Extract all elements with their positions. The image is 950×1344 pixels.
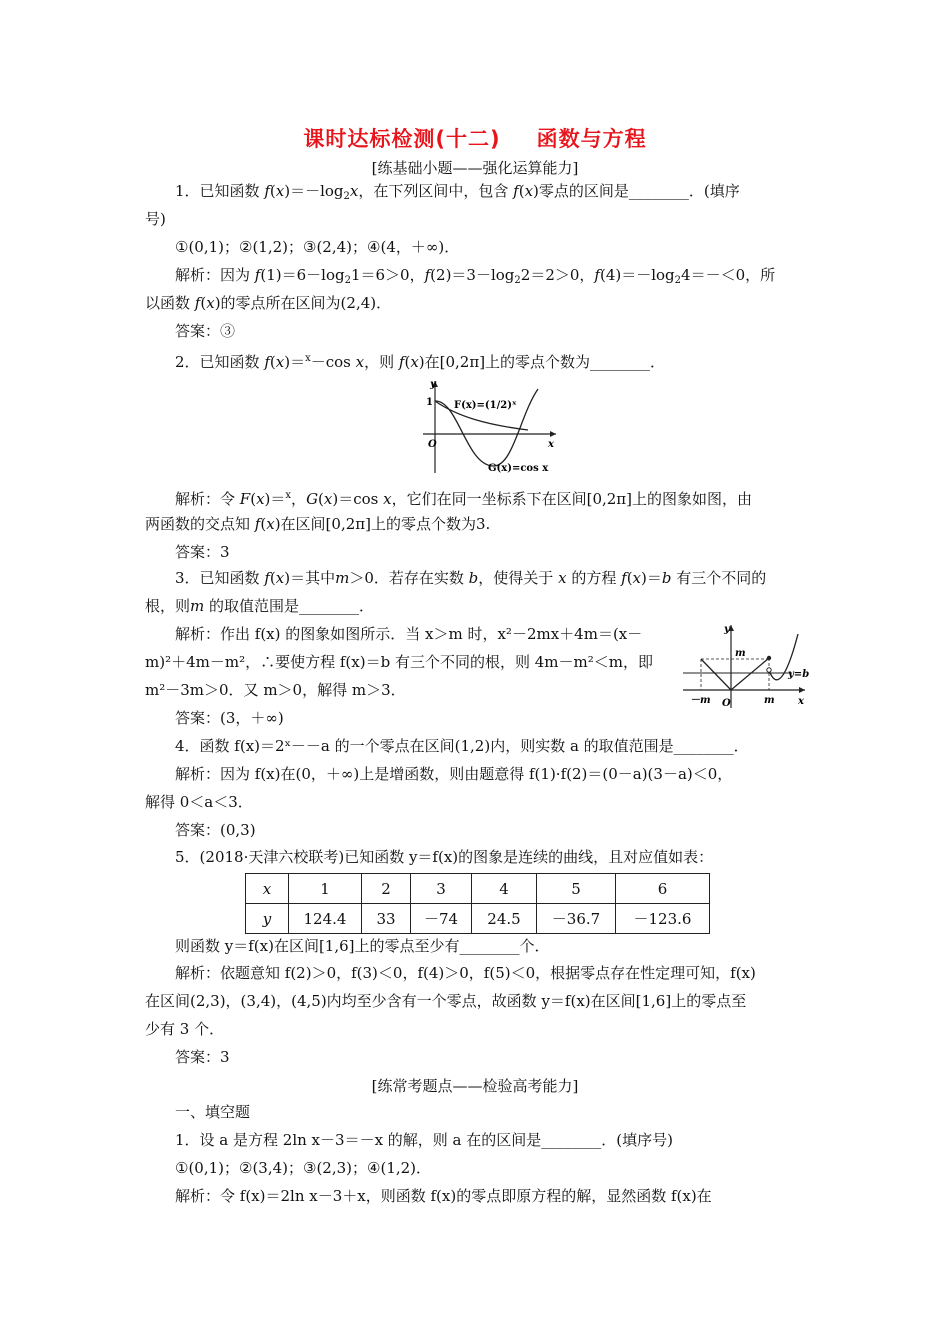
p5-question: 5．(2018·天津六校联考)已知函数 y＝f(x)的图象是连续的曲线，且对应值如表： [175, 848, 714, 866]
p5-solution-line2: 在区间(2,3)，(3,4)，(4,5)内均至少含有一个零点，故函数 y＝f(x)在区间[1,6]上的零点至 [145, 992, 747, 1010]
p4-solution: 解析：因为 f(x)在(0，＋∞)上是增函数，则由题意得 f(1)·f(2)＝(0－a)(3－a)＜0， [175, 765, 733, 783]
p3-solution-line3: m²－3m＞0．又 m＞0，解得 m＞3． [145, 681, 406, 699]
c1-options: ①(0,1)；②(3,4)；③(2,3)；④(1,2)． [175, 1159, 432, 1177]
p4-solution-cont: 解得 0＜a＜3． [145, 793, 253, 811]
p3-question-cont: 根，则m 的取值范围是________． [145, 597, 375, 615]
p3-question: 3．已知函数 f(x)＝其中m＞0．若存在实数 b，使得关于 x 的方程 f(x)＝b 有三个不同的 [175, 569, 767, 587]
p5-answer: 答案：3 [175, 1048, 230, 1066]
table-cell: 124.4 [289, 904, 362, 934]
table-cell: －123.6 [616, 904, 710, 934]
p5-question-cont: 则函数 y＝f(x)在区间[1,6]上的零点至少有________个． [175, 937, 550, 955]
table-row [246, 904, 710, 934]
table-cell: 33 [362, 904, 411, 934]
table-cell: 1 [289, 874, 362, 904]
p2-question: 2．已知函数 f(x)＝$^x$－cos x，则 f(x)在[0,2π]上的零点个数为________． [175, 353, 666, 371]
p3-graph-yb-label: y=b [788, 669, 810, 680]
p4-answer: 答案：(0,3) [175, 821, 256, 839]
p3-graph [680, 620, 810, 710]
c1-question: 1．设 a 是方程 2ln x－3＝－x 的解，则 a 在的区间是________．(填序号) [175, 1131, 673, 1149]
p3-graph-m-label-y: m [735, 648, 746, 659]
p3-graph-origin-label: O [722, 698, 731, 709]
p3-solution-line1: 解析：作出 f(x) 的图象如图所示．当 x＞m 时，x²－2mx＋4m＝(x－ [175, 625, 643, 643]
p2-solution-cont: 两函数的交点知 f(x)在区间[0,2π]上的零点个数为3. [145, 515, 491, 533]
table-row [246, 874, 710, 904]
table-cell: 3 [411, 874, 472, 904]
title-main: 课时达标检测(十二) [303, 127, 501, 151]
p3-solution-line2: m)²＋4m－m²，∴要使方程 f(x)＝b 有三个不同的根，则 4m－m²＜m，即 [145, 653, 653, 671]
p1-options: ①(0,1)；②(1,2)；③(2,4)；④(4，＋∞)． [175, 238, 460, 256]
table-header-x: x [246, 874, 289, 904]
p2-answer: 答案：3 [175, 543, 230, 561]
p3-graph-x-label: x [798, 696, 804, 707]
c1-solution: 解析：令 f(x)＝2ln x－3＋x，则函数 f(x)的零点即原方程的解，显然函数 f(x)在 [175, 1187, 712, 1205]
section-basic-heading: [练基础小题——强化运算能力] [371, 159, 579, 177]
table-cell: 5 [537, 874, 616, 904]
value-table [245, 873, 710, 934]
p1-question-cont: 号) [145, 210, 166, 228]
p5-solution-line3: 少有 3 个． [145, 1020, 225, 1038]
p3-answer: 答案：(3，＋∞) [175, 709, 284, 727]
page-title [0, 123, 950, 153]
table-cell: 24.5 [472, 904, 537, 934]
table-cell: －74 [411, 904, 472, 934]
p5-solution-line1: 解析：依题意知 f(2)＞0，f(3)＜0，f(4)＞0，f(5)＜0，根据零点存在性定理可知，f(x) [175, 964, 756, 982]
p4-question: 4．函数 f(x)＝2ˣ－－a 的一个零点在区间(1,2)内，则实数 a 的取值范围是________． [175, 737, 749, 755]
p2-graph-F-label: F(x)=(1/2)ˣ [454, 400, 517, 411]
section-fill-heading: 一、填空题 [175, 1103, 251, 1121]
p2-graph [418, 375, 563, 475]
p3-graph-m-label-x: m [764, 695, 775, 706]
table-cell: 4 [472, 874, 537, 904]
title-sub: 函数与方程 [536, 127, 647, 151]
table-cell: 6 [616, 874, 710, 904]
p1-question: 1．已知函数 $f(x)=-\log_2x$，在下列区间中，包含 f(x)零点的区间是________．(填序 [175, 182, 740, 202]
p2-graph-x-label: x [548, 439, 554, 450]
p2-solution: 解析：令 F(x)＝$^x$，G(x)＝cos x，它们在同一坐标系下在区间[0,2π]上的图象如图，由 [175, 490, 753, 508]
table-cell: 2 [362, 874, 411, 904]
p1-answer: 答案：③ [175, 322, 236, 340]
p3-graph-y-label: y [724, 624, 730, 635]
p2-graph-G-label: G(x)=cos x [488, 463, 549, 474]
table-cell: －36.7 [537, 904, 616, 934]
p2-graph-one-label: 1 [426, 397, 433, 408]
p1-solution-cont: 以函数 f(x)的零点所在区间为(2,4)． [145, 294, 392, 312]
p1-solution: 解析：因为 $f(1)=6-\log_21=6>0$，$f(2)=3-\log_22=2>0$，$f(4)=-\log_24=-<0$，所 [175, 266, 776, 286]
table-header-y: y [246, 904, 289, 934]
section-common-heading: [练常考题点——检验高考能力] [371, 1077, 579, 1095]
p3-graph-neg-m-label: －m [690, 695, 711, 706]
p2-graph-y-label: y [430, 379, 436, 390]
p2-graph-origin-label: O [428, 439, 437, 450]
